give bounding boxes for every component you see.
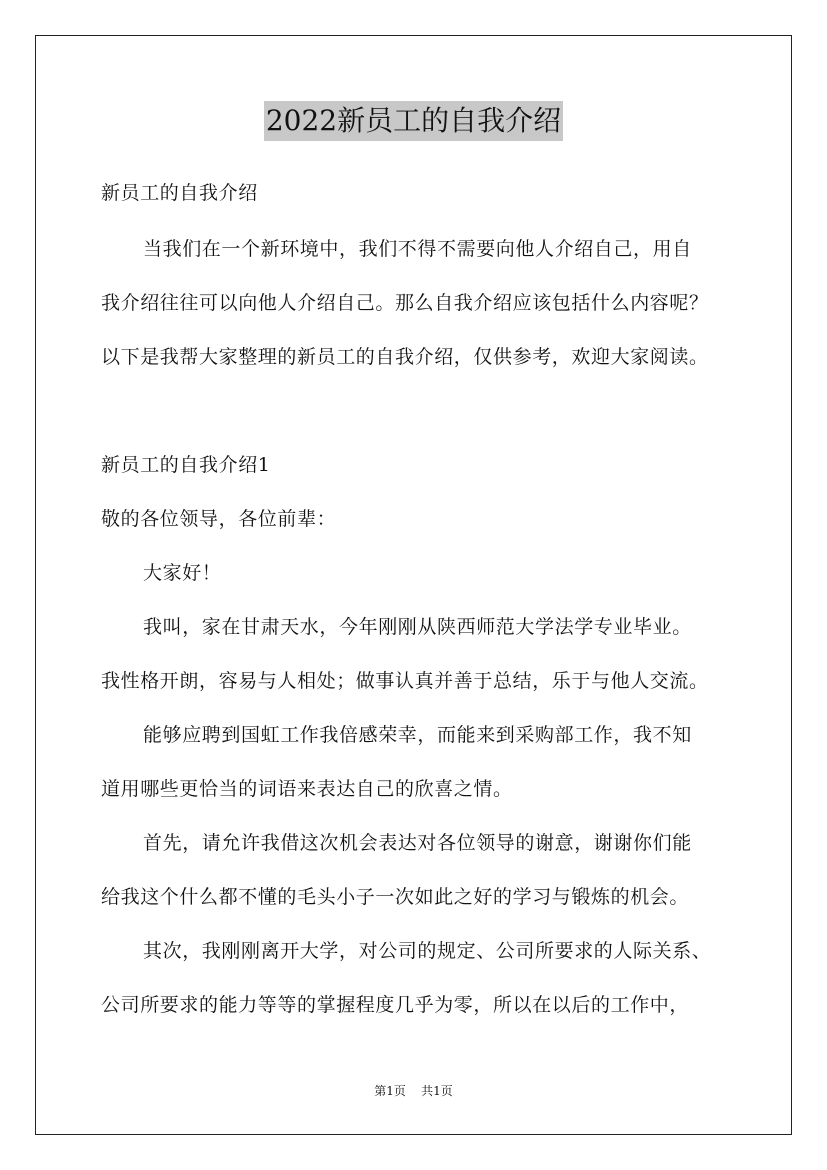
page-footer <box>0 1083 827 1099</box>
body-line: 道用哪些更恰当的词语来表达自己的欣喜之情。 <box>101 778 513 800</box>
body-line: 大家好！ <box>143 562 222 584</box>
body-line: 我性格开朗，容易与人相处；做事认真并善于总结，乐于与他人交流。 <box>101 670 709 692</box>
subtitle-line: 新员工的自我介绍 <box>101 182 258 204</box>
total-pages-label: 共1页 <box>421 1084 453 1098</box>
body-line: 以下是我帮大家整理的新员工的自我介绍，仅供参考，欢迎大家阅读。 <box>101 346 709 368</box>
body-line: 首先，请允许我借这次机会表达对各位领导的谢意，谢谢你们能 <box>143 832 692 854</box>
body-line: 给我这个什么都不懂的毛头小子一次如此之好的学习与锻炼的机会。 <box>101 886 690 908</box>
page-number-label: 第1页 <box>374 1084 406 1098</box>
section-heading: 新员工的自我介绍1 <box>101 454 271 476</box>
body-line: 能够应聘到国虹工作我倍感荣幸，而能来到采购部工作，我不知 <box>143 724 692 746</box>
body-line: 我叫，家在甘肃天水，今年刚刚从陕西师范大学法学专业毕业。 <box>143 616 692 638</box>
document-title: 2022新员工的自我介绍 <box>264 101 563 141</box>
body-line: 其次，我刚刚离开大学，对公司的规定、公司所要求的人际关系、 <box>143 940 712 962</box>
body-line: 公司所要求的能力等等的掌握程度几乎为零，所以在以后的工作中， <box>101 994 690 1016</box>
body-line: 我介绍往往可以向他人介绍自己。那么自我介绍应该包括什么内容呢？ <box>101 292 709 314</box>
body-line: 敬的各位领导，各位前辈： <box>101 508 337 530</box>
title-container <box>0 101 827 141</box>
body-line: 当我们在一个新环境中，我们不得不需要向他人介绍自己，用自 <box>143 238 692 260</box>
